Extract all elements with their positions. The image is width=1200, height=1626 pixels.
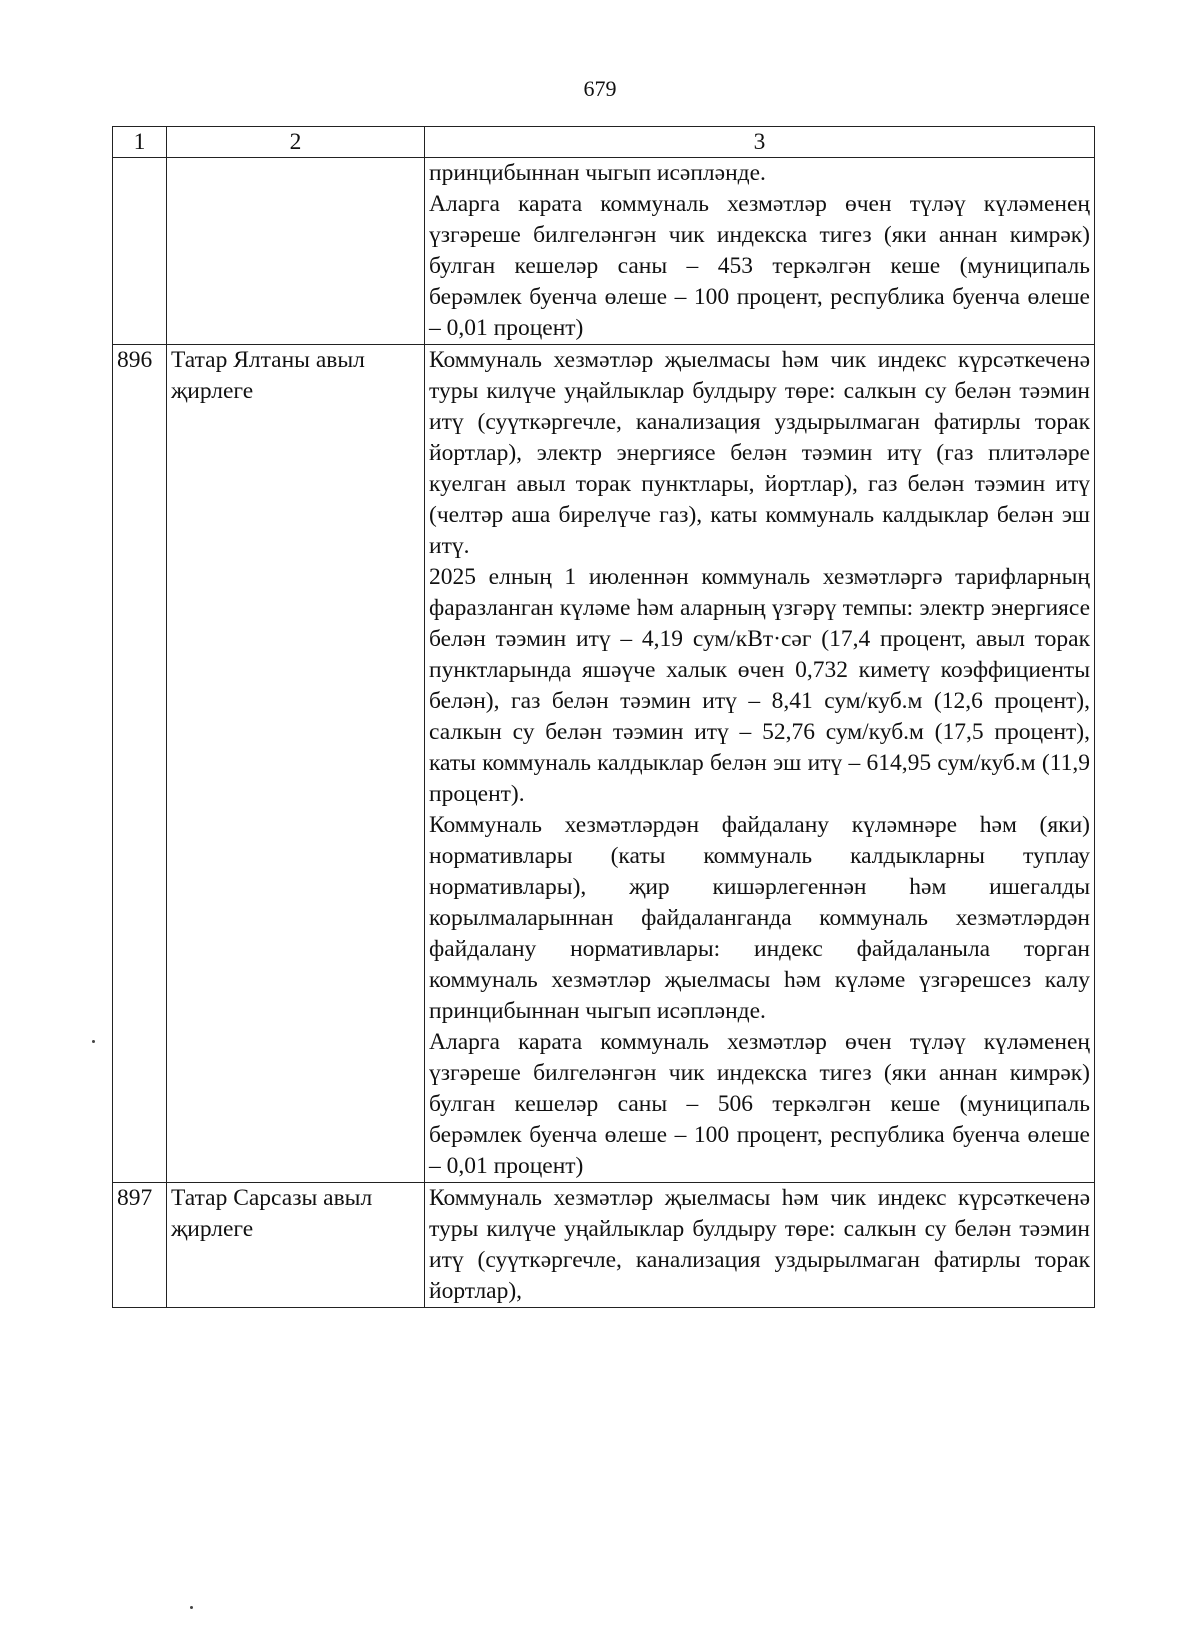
row-number-cell: 897 <box>113 1183 167 1308</box>
paragraph: Коммуналь хезмәтләр җыелмасы һәм чик индекс күрсәткеченә туры килүче уңайлыклар булдыру төре: салкын су белән тәэмин итү (суүткәргечле, канализация уздырылмаган фатирлы торак йортлар), <box>429 1185 1090 1304</box>
row-number-cell <box>113 158 167 345</box>
paragraph: Коммуналь хезмәтләрдән файдалану күләмнәре һәм (яки) нормативлары (каты коммуналь калдыкларны туплау нормативлары), җир кишәрлегеннән һәм ишегалды корылмаларыннан файдаланганда коммуналь хезмәтләрдән файдалану нормативлары: индекс файдаланыла торган коммуналь хезмәтләр җыелмасы һәм күләме үзгәрешсез калу принцибыннан чыгып исәпләнде. <box>429 812 1090 1024</box>
page-number: 679 <box>583 76 617 101</box>
settlement-name-cell: Татар Ялтаны авыл җирлеге <box>167 345 425 1183</box>
header-row <box>113 127 1095 158</box>
scan-speck <box>92 1040 95 1043</box>
paragraph: Аларга карата коммуналь хезмәтләр өчен түләү күләменең үзгәреше билгеләнгән чик индекска тигез (яки аннан кимрәк) булган кешеләр саны – 453 теркәлгән кеше (муниципаль берәмлек буенча өлеше – 100 процент, республика буенча өлеше – 0,01 процент) <box>429 191 1090 341</box>
description-cell <box>425 345 1095 1183</box>
paragraph: Аларга карата коммуналь хезмәтләр өчен түләү күләменең үзгәреше билгеләнгән чик индекска тигез (яки аннан кимрәк) булган кешеләр саны – 506 теркәлгән кеше (муниципаль берәмлек буенча өлеше – 100 процент, республика буенча өлеше – 0,01 процент) <box>429 1029 1090 1179</box>
table-row-continued <box>113 158 1095 345</box>
description-cell <box>425 158 1095 345</box>
description-cell <box>425 1183 1095 1308</box>
document-table <box>112 126 1095 1308</box>
settlement-name-cell <box>167 158 425 345</box>
settlement-name-cell: Татар Сарсазы авыл җирлеге <box>167 1183 425 1308</box>
paragraph: 2025 елның 1 июленнән коммуналь хезмәтләргә тарифларның фаразланган күләме һәм аларның үзгәрү темпы: электр энергиясе белән тәэмин итү – 4,19 сум/кВт·сәг (17,4 процент, авыл торак пунктларында яшәүче халык өчен 0,732 киметү коэффициенты белән), газ белән тәэмин итү – 8,41 сум/куб.м (12,6 процент), салкын су белән тәэмин итү – 52,76 сум/куб.м (17,5 процент), каты коммуналь калдыклар белән эш итү – 614,95 сум/куб.м (11,9 процент). <box>429 564 1090 807</box>
column-header-3: 3 <box>425 127 1095 158</box>
column-header-1: 1 <box>113 127 167 158</box>
row-number-cell: 896 <box>113 345 167 1183</box>
table-row <box>113 345 1095 1183</box>
table-header <box>113 127 1095 158</box>
paragraph: Коммуналь хезмәтләр җыелмасы һәм чик индекс күрсәткеченә туры килүче уңайлыклар булдыру төре: салкын су белән тәэмин итү (суүткәргечле, канализация уздырылмаган фатирлы торак йортлар), электр энергиясе белән тәэмин итү (газ плитәләре куелган авыл торак пунктлары, йортлар), газ белән тәэмин итү (челтәр аша бирелүче газ), каты коммуналь калдыклар белән эш итү. <box>429 347 1090 559</box>
scan-speck <box>190 1606 193 1609</box>
column-header-2: 2 <box>167 127 425 158</box>
table-row <box>113 1183 1095 1308</box>
paragraph: принцибыннан чыгып исәпләнде. <box>429 160 766 186</box>
table-body <box>113 158 1095 1308</box>
